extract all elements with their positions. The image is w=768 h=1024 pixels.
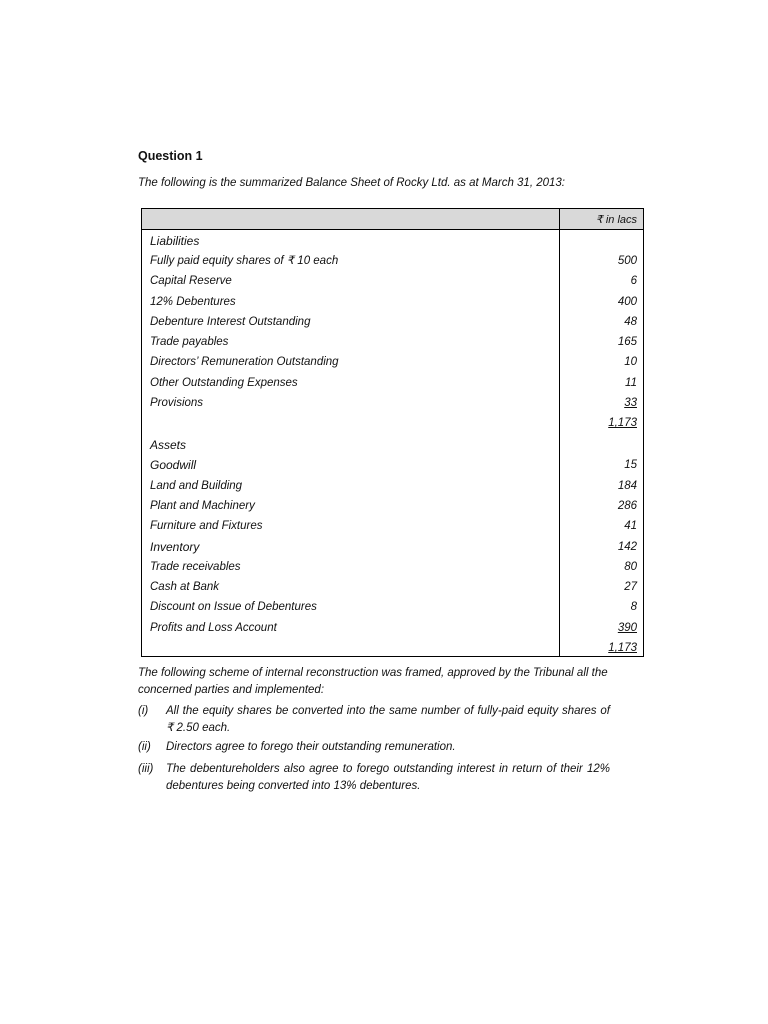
liability-value: 165 [617,336,637,348]
asset-label: Furniture and Fixtures [150,520,263,532]
liability-label: Debenture Interest Outstanding [150,316,311,328]
asset-value: 8 [630,601,637,613]
liability-label: Trade payables [150,336,229,348]
asset-value: 142 [617,541,637,553]
question-intro: The following is the summarized Balance Sheet of Rocky Ltd. as at March 31, 2013: [138,177,565,189]
asset-label: Cash at Bank [150,581,220,593]
item-number: (ii) [138,741,151,753]
liability-label: 12% Debentures [150,296,236,308]
liability-value: 6 [630,275,637,287]
assets-total: 1,173 [608,642,637,654]
liability-value: 500 [617,255,637,267]
column-divider [559,209,560,656]
asset-label: Goodwill [150,458,197,472]
item-text: Directors agree to forego their outstanding remuneration. [166,741,456,753]
asset-value: 80 [624,561,637,573]
scheme-intro: The following scheme of internal reconstruction was framed, approved by the Tribunal all the concerned parties and implemented: [138,667,608,696]
liability-value: 11 [625,377,637,389]
liability-label: Directors’ Remuneration Outstanding [150,356,339,368]
asset-label: Discount on Issue of Debentures [150,601,317,613]
asset-label: Inventory [150,540,200,554]
asset-value: 184 [617,480,637,492]
question-heading: Question 1 [138,149,203,163]
asset-value: 390 [617,622,637,634]
liability-label: Other Outstanding Expenses [150,377,298,389]
liability-value: 48 [624,316,637,328]
asset-label: Profits and Loss Account [150,622,277,634]
asset-label: Plant and Machinery [150,500,255,512]
liability-value: 10 [624,356,637,368]
item-number: (iii) [138,763,154,775]
assets-heading: Assets [150,438,187,452]
item-text: The debentureholders also agree to forego outstanding interest in return of their 12% debentures being converted into 13% debentures. [166,763,610,792]
liability-value: 33 [624,397,637,409]
asset-value: 41 [624,520,637,532]
asset-label: Land and Building [150,480,243,492]
liability-label: Provisions [150,397,204,409]
item-number: (i) [138,705,149,717]
liability-value: 400 [617,296,637,308]
asset-value: 15 [624,459,637,471]
asset-value: 286 [617,500,637,512]
unit-label: ₹ in lacs [595,214,637,226]
item-text: All the equity shares be converted into the same number of fully-paid equity shares of ₹ 2.50 each. [166,705,610,734]
liabilities-heading: Liabilities [150,234,200,248]
liability-label: Capital Reserve [150,275,232,287]
asset-value: 27 [624,581,637,593]
table-header [142,209,643,230]
asset-label: Trade receivables [150,561,241,573]
liabilities-total: 1,173 [608,417,637,429]
balance-sheet-table [141,208,644,657]
liability-label: Fully paid equity shares of ₹ 10 each [150,255,339,267]
